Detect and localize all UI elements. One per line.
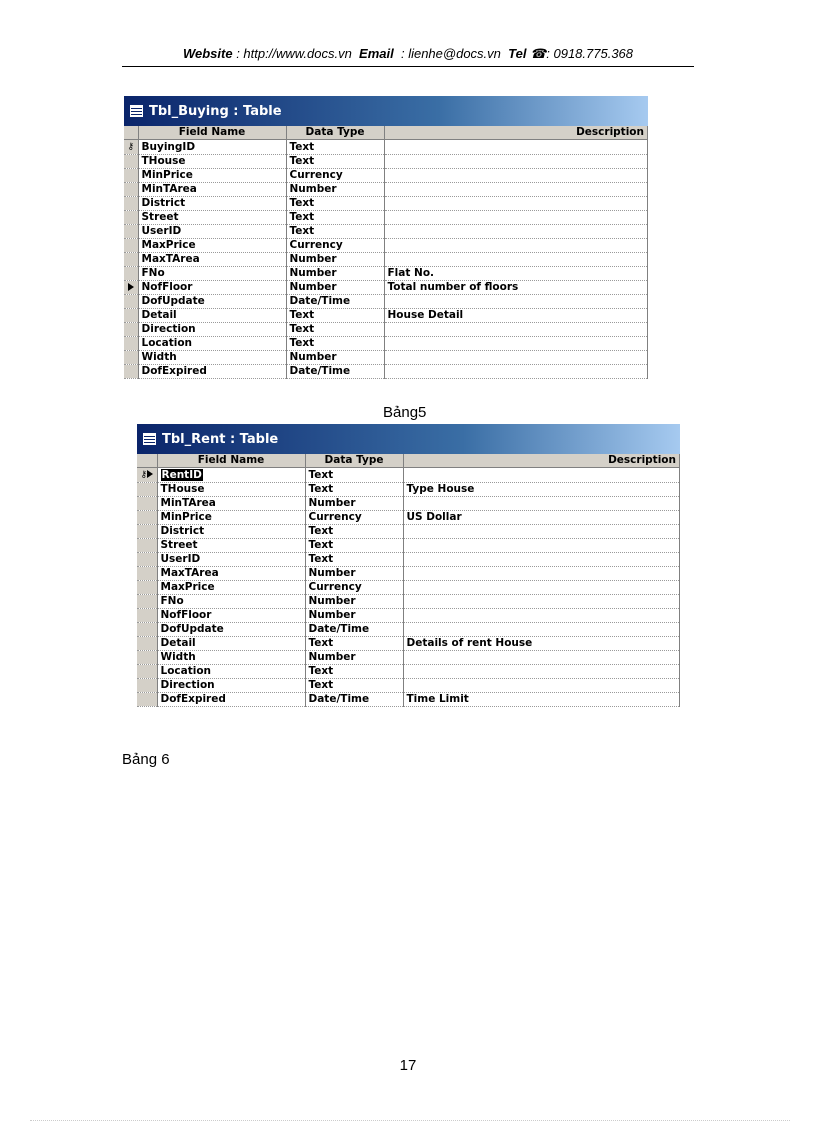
data-type-cell-text: Text	[289, 140, 315, 153]
table-row[interactable]	[124, 239, 648, 253]
field-name-cell[interactable]	[138, 253, 286, 267]
data-type-cell[interactable]	[305, 637, 403, 651]
data-type-cell-text: Date/Time	[289, 295, 351, 307]
window-title: Tbl_Buying : Table	[149, 103, 282, 119]
row-selector-header	[137, 454, 157, 468]
table-row[interactable]	[124, 169, 648, 183]
description-cell[interactable]	[403, 468, 680, 483]
table-row[interactable]	[124, 323, 648, 337]
description-cell[interactable]	[403, 553, 680, 567]
description-cell-text: House Detail	[387, 309, 464, 321]
table-row[interactable]	[137, 651, 680, 665]
description-cell-text: US Dollar	[406, 511, 462, 523]
field-name-cell-text: MaxPrice	[160, 581, 215, 593]
window-titlebar[interactable]	[124, 96, 648, 126]
data-type-cell[interactable]	[286, 351, 384, 365]
description-cell-text: Total number of floors	[387, 281, 519, 293]
field-name-cell-text: MaxPrice	[141, 239, 196, 251]
column-header-data-type[interactable]: Data Type	[305, 454, 403, 468]
table-row[interactable]	[137, 483, 680, 497]
row-selector[interactable]	[124, 309, 138, 323]
table-row[interactable]	[124, 211, 648, 225]
row-selector[interactable]	[124, 197, 138, 211]
field-name-cell-text: Street	[160, 539, 198, 551]
data-type-cell[interactable]	[286, 140, 384, 155]
field-name-cell[interactable]	[157, 609, 305, 623]
table-row[interactable]	[137, 623, 680, 637]
description-cell[interactable]	[384, 337, 648, 351]
table-row[interactable]	[124, 155, 648, 169]
data-type-cell[interactable]	[286, 211, 384, 225]
table-row[interactable]	[137, 609, 680, 623]
field-name-cell-text: District	[160, 525, 205, 537]
field-name-cell[interactable]	[138, 267, 286, 281]
description-cell[interactable]	[384, 323, 648, 337]
description-cell[interactable]	[403, 693, 680, 707]
description-cell[interactable]	[403, 595, 680, 609]
row-selector[interactable]	[124, 337, 138, 351]
row-selector[interactable]	[137, 483, 157, 497]
data-type-cell[interactable]	[286, 169, 384, 183]
grid-header-row	[137, 454, 680, 468]
row-selector[interactable]	[137, 525, 157, 539]
field-name-cell[interactable]	[157, 679, 305, 693]
design-grid	[137, 454, 680, 707]
field-name-cell[interactable]	[157, 623, 305, 637]
row-selector[interactable]	[137, 539, 157, 553]
window-title: Tbl_Rent : Table	[162, 431, 279, 447]
data-type-cell[interactable]	[305, 693, 403, 707]
row-selector[interactable]	[124, 155, 138, 169]
row-selector[interactable]	[137, 567, 157, 581]
field-name-cell-text: MinTArea	[160, 497, 216, 509]
email-value: : lienhe@docs.vn	[400, 46, 501, 61]
field-name-cell[interactable]	[157, 693, 305, 707]
description-cell[interactable]	[403, 623, 680, 637]
table-row[interactable]	[124, 267, 648, 281]
primary-key-icon: ⚷	[140, 470, 148, 480]
table-row[interactable]	[124, 253, 648, 267]
data-type-cell[interactable]	[286, 365, 384, 379]
data-type-cell-text: Text	[308, 525, 334, 537]
field-name-cell[interactable]	[138, 295, 286, 309]
field-name-cell[interactable]	[138, 140, 286, 155]
field-name-cell-text: NofFloor	[141, 281, 193, 293]
field-name-cell[interactable]	[157, 637, 305, 651]
data-type-cell-text: Text	[308, 637, 334, 649]
data-type-cell-text: Number	[308, 567, 356, 579]
description-cell[interactable]	[384, 211, 648, 225]
table-row[interactable]	[137, 539, 680, 553]
window-titlebar[interactable]	[137, 424, 680, 454]
field-name-cell-text: Direction	[160, 679, 215, 691]
table-window-buying	[124, 96, 648, 379]
description-cell[interactable]	[384, 197, 648, 211]
table-row[interactable]	[124, 183, 648, 197]
column-header-field-name[interactable]: Field Name	[157, 454, 305, 468]
row-selector[interactable]	[124, 267, 138, 281]
data-type-cell[interactable]	[305, 651, 403, 665]
data-type-cell[interactable]	[305, 539, 403, 553]
data-type-cell-text: Text	[308, 553, 334, 565]
table-row[interactable]	[137, 679, 680, 693]
table-row[interactable]	[124, 295, 648, 309]
row-selector[interactable]	[124, 225, 138, 239]
description-cell[interactable]	[384, 253, 648, 267]
field-name-cell-text: THouse	[141, 155, 186, 167]
description-cell[interactable]	[384, 281, 648, 295]
description-cell[interactable]	[384, 351, 648, 365]
description-cell-text: Details of rent House	[406, 637, 533, 649]
table-row[interactable]	[124, 365, 648, 379]
data-type-cell-text: Text	[308, 539, 334, 551]
field-name-cell[interactable]	[138, 239, 286, 253]
description-cell[interactable]	[403, 665, 680, 679]
table-row[interactable]	[137, 497, 680, 511]
current-row-pointer-icon	[128, 283, 134, 291]
description-cell[interactable]	[403, 581, 680, 595]
column-header-description[interactable]: Description	[403, 454, 680, 468]
caption-table-6: Bảng 6	[122, 751, 170, 768]
tel-label: Tel	[508, 46, 527, 61]
field-name-cell-text: MaxTArea	[160, 567, 219, 579]
description-cell[interactable]	[384, 155, 648, 169]
field-name-cell[interactable]	[138, 183, 286, 197]
field-name-cell-text: MaxTArea	[141, 253, 200, 265]
row-selector[interactable]	[124, 295, 138, 309]
data-type-cell-text: Text	[289, 323, 315, 335]
description-cell[interactable]	[403, 539, 680, 553]
row-selector[interactable]	[124, 211, 138, 225]
table-row[interactable]	[137, 693, 680, 707]
field-name-cell[interactable]	[138, 365, 286, 379]
data-type-cell[interactable]	[286, 197, 384, 211]
field-name-cell-text: Location	[160, 665, 212, 677]
field-name-cell[interactable]	[157, 665, 305, 679]
field-name-cell-text: THouse	[160, 483, 205, 495]
data-type-cell-text: Number	[308, 595, 356, 607]
table-row[interactable]	[137, 553, 680, 567]
field-name-cell[interactable]	[157, 511, 305, 525]
field-name-cell[interactable]	[157, 595, 305, 609]
row-selector[interactable]	[124, 253, 138, 267]
field-name-cell[interactable]	[138, 225, 286, 239]
description-cell[interactable]	[384, 169, 648, 183]
description-cell[interactable]	[384, 295, 648, 309]
field-name-cell[interactable]	[138, 211, 286, 225]
data-type-cell[interactable]	[286, 323, 384, 337]
data-type-cell[interactable]	[286, 267, 384, 281]
row-selector[interactable]	[137, 595, 157, 609]
column-header-field-name[interactable]: Field Name	[138, 126, 286, 140]
data-type-cell-text: Text	[289, 155, 315, 167]
table-row[interactable]	[124, 281, 648, 295]
table-row[interactable]	[137, 468, 680, 483]
data-type-cell-text: Text	[308, 468, 334, 481]
row-selector[interactable]	[137, 468, 157, 483]
data-type-cell-text: Currency	[289, 169, 343, 181]
field-name-cell-text: MinPrice	[160, 511, 212, 523]
data-type-cell[interactable]	[305, 468, 403, 483]
field-name-cell-text: RentID	[161, 468, 202, 481]
description-cell[interactable]	[403, 609, 680, 623]
description-cell[interactable]	[403, 651, 680, 665]
field-name-cell[interactable]	[138, 337, 286, 351]
data-type-cell-text: Text	[308, 679, 334, 691]
field-name-cell[interactable]	[138, 281, 286, 295]
description-cell[interactable]	[403, 637, 680, 651]
table-icon	[143, 433, 156, 445]
description-cell[interactable]	[403, 525, 680, 539]
description-cell-text: Time Limit	[406, 693, 469, 705]
field-name-cell[interactable]	[138, 169, 286, 183]
table-row[interactable]	[137, 595, 680, 609]
description-cell[interactable]	[403, 511, 680, 525]
data-type-cell[interactable]	[305, 581, 403, 595]
table-row[interactable]	[124, 197, 648, 211]
data-type-cell[interactable]	[305, 567, 403, 581]
data-type-cell[interactable]	[305, 553, 403, 567]
website-value: : http://www.docs.vn	[236, 46, 352, 61]
field-name-cell[interactable]	[157, 651, 305, 665]
description-cell-text: Flat No.	[387, 267, 435, 279]
description-cell[interactable]	[384, 239, 648, 253]
field-name-cell[interactable]	[138, 309, 286, 323]
data-type-cell-text: Number	[289, 351, 337, 363]
field-name-cell-text: Street	[141, 211, 179, 223]
row-selector[interactable]	[137, 553, 157, 567]
data-type-cell-text: Currency	[308, 581, 362, 593]
page-header	[0, 46, 816, 62]
footer-rule	[30, 1120, 790, 1121]
data-type-cell[interactable]	[286, 295, 384, 309]
table-row[interactable]	[124, 309, 648, 323]
row-selector[interactable]	[137, 581, 157, 595]
current-row-pointer-icon	[147, 470, 153, 478]
column-header-data-type[interactable]: Data Type	[286, 126, 384, 140]
field-name-cell-text: MinPrice	[141, 169, 193, 181]
description-cell[interactable]	[403, 679, 680, 693]
description-cell[interactable]	[403, 567, 680, 581]
data-type-cell-text: Text	[289, 337, 315, 349]
data-type-cell[interactable]	[286, 337, 384, 351]
row-selector[interactable]	[137, 623, 157, 637]
data-type-cell[interactable]	[305, 609, 403, 623]
field-name-cell[interactable]	[138, 351, 286, 365]
header-rule	[122, 66, 694, 67]
row-selector-header	[124, 126, 138, 140]
tel-value: : 0918.775.368	[546, 46, 634, 61]
field-name-cell-text: DofExpired	[160, 693, 226, 705]
description-cell[interactable]	[384, 365, 648, 379]
data-type-cell-text: Date/Time	[308, 693, 370, 705]
table-icon	[130, 105, 143, 117]
row-selector[interactable]	[137, 651, 157, 665]
field-name-cell[interactable]	[157, 468, 305, 483]
field-name-cell-text: DofUpdate	[141, 295, 205, 307]
table-row[interactable]	[124, 140, 648, 155]
description-cell[interactable]	[384, 140, 648, 155]
field-name-cell[interactable]	[138, 197, 286, 211]
row-selector[interactable]	[124, 183, 138, 197]
row-selector[interactable]	[124, 323, 138, 337]
primary-key-icon: ⚷	[127, 142, 135, 152]
data-type-cell-text: Date/Time	[308, 623, 370, 635]
field-name-cell[interactable]	[157, 483, 305, 497]
table-row[interactable]	[124, 351, 648, 365]
row-selector[interactable]	[137, 679, 157, 693]
row-selector[interactable]	[137, 665, 157, 679]
data-type-cell[interactable]	[305, 497, 403, 511]
field-name-cell-text: Width	[160, 651, 196, 663]
field-name-cell-text: MinTArea	[141, 183, 197, 195]
field-name-cell[interactable]	[157, 567, 305, 581]
description-cell[interactable]	[403, 497, 680, 511]
data-type-cell[interactable]	[286, 239, 384, 253]
field-name-cell-text: FNo	[160, 595, 184, 607]
data-type-cell[interactable]	[305, 623, 403, 637]
field-name-cell[interactable]	[157, 581, 305, 595]
phone-icon: ☎	[530, 46, 547, 61]
row-selector[interactable]	[124, 365, 138, 379]
field-name-cell-text: UserID	[160, 553, 201, 565]
data-type-cell[interactable]	[305, 665, 403, 679]
caption-table-5: Bảng5	[383, 404, 427, 421]
field-name-cell-text: Location	[141, 337, 193, 349]
field-name-cell-text: DofUpdate	[160, 623, 224, 635]
row-selector[interactable]	[137, 609, 157, 623]
email-label: Email	[359, 46, 394, 61]
field-name-cell-text: Width	[141, 351, 177, 363]
field-name-cell-text: District	[141, 197, 186, 209]
data-type-cell[interactable]	[286, 155, 384, 169]
field-name-cell[interactable]	[157, 525, 305, 539]
description-cell[interactable]	[403, 483, 680, 497]
row-selector[interactable]	[124, 169, 138, 183]
data-type-cell-text: Number	[289, 183, 337, 195]
field-name-cell[interactable]	[157, 553, 305, 567]
data-type-cell-text: Number	[308, 609, 356, 621]
grid-header-row	[124, 126, 648, 140]
field-name-cell[interactable]	[138, 323, 286, 337]
data-type-cell-text: Text	[308, 665, 334, 677]
field-name-cell[interactable]	[157, 497, 305, 511]
field-name-cell[interactable]	[138, 155, 286, 169]
data-type-cell[interactable]	[286, 253, 384, 267]
data-type-cell[interactable]	[305, 511, 403, 525]
field-name-cell[interactable]	[157, 539, 305, 553]
field-name-cell-text: Detail	[141, 309, 177, 321]
field-name-cell-text: DofExpired	[141, 365, 207, 377]
table-row[interactable]	[137, 525, 680, 539]
table-row[interactable]	[137, 637, 680, 651]
data-type-cell-text: Number	[289, 281, 337, 293]
data-type-cell-text: Currency	[308, 511, 362, 523]
data-type-cell-text: Text	[289, 225, 315, 237]
data-type-cell[interactable]	[286, 183, 384, 197]
row-selector[interactable]	[137, 497, 157, 511]
data-type-cell-text: Currency	[289, 239, 343, 251]
data-type-cell-text: Date/Time	[289, 365, 351, 377]
table-row[interactable]	[137, 511, 680, 525]
design-grid	[124, 126, 648, 379]
table-window-rent	[137, 424, 680, 707]
table-row[interactable]	[137, 567, 680, 581]
table-row[interactable]	[137, 665, 680, 679]
field-name-cell-text: FNo	[141, 267, 165, 279]
data-type-cell-text: Number	[308, 497, 356, 509]
row-selector[interactable]	[124, 351, 138, 365]
row-selector[interactable]	[137, 511, 157, 525]
row-selector[interactable]	[124, 239, 138, 253]
website-label: Website	[182, 46, 233, 61]
data-type-cell-text: Text	[289, 309, 315, 321]
field-name-cell-text: UserID	[141, 225, 182, 237]
column-header-description[interactable]: Description	[384, 126, 648, 140]
description-cell[interactable]	[384, 309, 648, 323]
page-number: 17	[399, 1057, 417, 1074]
table-row[interactable]	[124, 337, 648, 351]
row-selector[interactable]	[124, 140, 138, 155]
data-type-cell-text: Number	[289, 253, 337, 265]
data-type-cell-text: Number	[289, 267, 337, 279]
field-name-cell-text: BuyingID	[141, 140, 196, 153]
data-type-cell[interactable]	[286, 309, 384, 323]
data-type-cell-text: Number	[308, 651, 356, 663]
row-selector[interactable]	[124, 281, 138, 295]
data-type-cell-text: Text	[308, 483, 334, 495]
data-type-cell[interactable]	[305, 525, 403, 539]
data-type-cell[interactable]	[305, 595, 403, 609]
description-cell[interactable]	[384, 183, 648, 197]
description-cell-text: Type House	[406, 483, 475, 495]
field-name-cell-text: Detail	[160, 637, 196, 649]
description-cell[interactable]	[384, 267, 648, 281]
row-selector[interactable]	[137, 637, 157, 651]
row-selector[interactable]	[137, 693, 157, 707]
data-type-cell[interactable]	[305, 483, 403, 497]
data-type-cell[interactable]	[305, 679, 403, 693]
table-row[interactable]	[137, 581, 680, 595]
data-type-cell[interactable]	[286, 225, 384, 239]
data-type-cell-text: Text	[289, 197, 315, 209]
data-type-cell-text: Text	[289, 211, 315, 223]
data-type-cell[interactable]	[286, 281, 384, 295]
table-row[interactable]	[124, 225, 648, 239]
field-name-cell-text: NofFloor	[160, 609, 212, 621]
description-cell[interactable]	[384, 225, 648, 239]
field-name-cell-text: Direction	[141, 323, 196, 335]
